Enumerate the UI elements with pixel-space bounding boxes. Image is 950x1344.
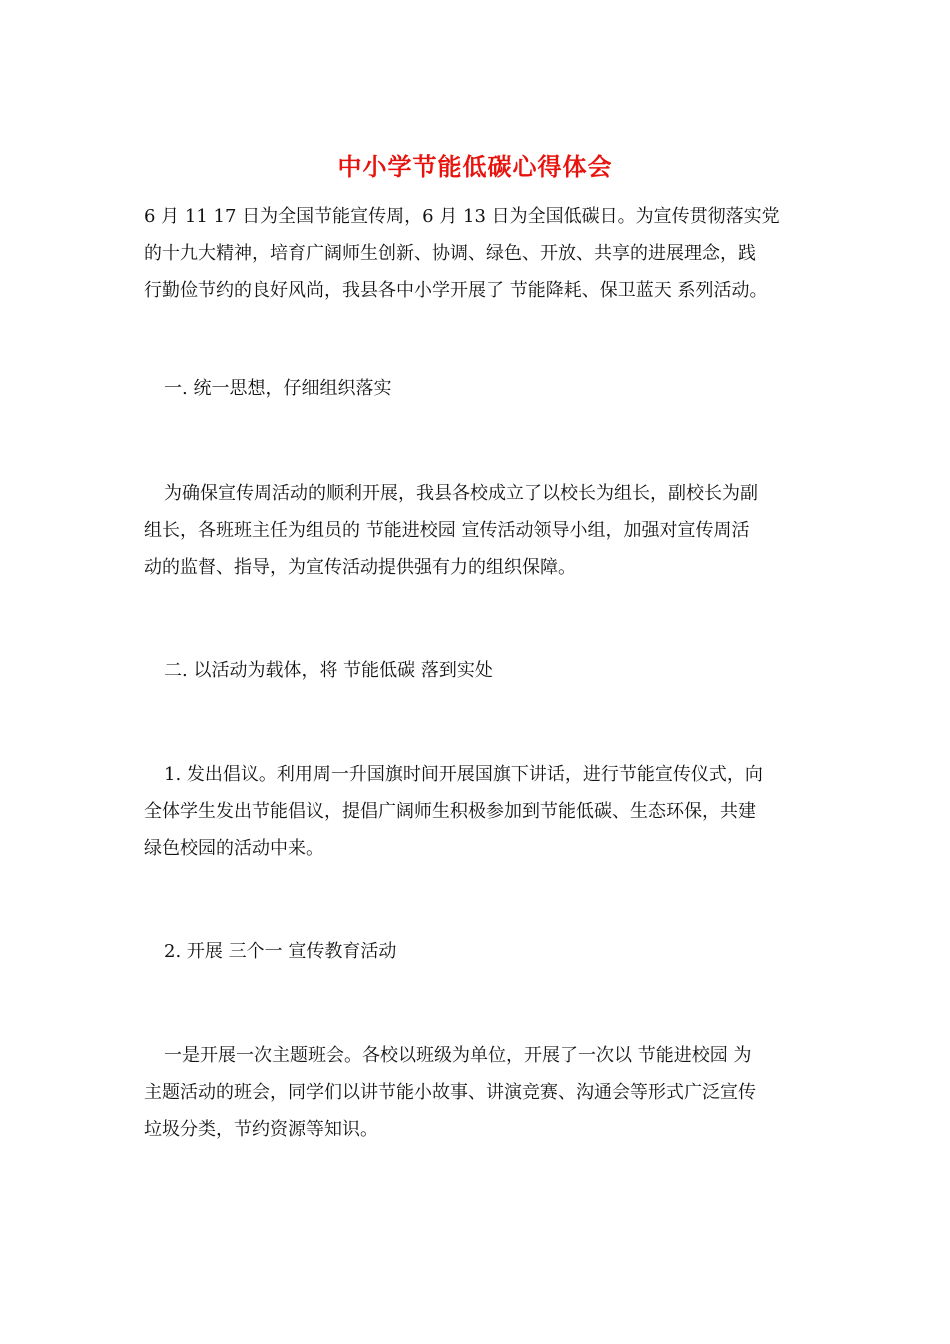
paragraph-line: 垃圾分类，节约资源等知识。 [144,1119,378,1140]
subsection-heading: 2. 开展 三个一 宣传教育活动 [164,941,397,962]
paragraph-line: 组长，各班班主任为组员的 节能进校园 宣传活动领导小组，加强对宣传周活 [144,520,750,541]
intro-paragraph [144,198,809,309]
item2-heading [144,933,809,970]
intro-line: 6 月 11 17 日为全国节能宣传周，6 月 13 日为全国低碳日。为宣传贯彻落实党 [144,206,780,227]
paragraph-line: 1. 发出倡议。利用周一升国旗时间开展国旗下讲话，进行节能宣传仪式，向 [164,764,763,785]
paragraph-line: 一是开展一次主题班会。各校以班级为单位，开展了一次以 节能进校园 为 [164,1045,752,1066]
section2-heading [144,652,809,689]
paragraph-line: 绿色校园的活动中来。 [144,838,324,859]
intro-line: 的十九大精神，培育广阔师生创新、协调、绿色、开放、共享的进展理念，践 [144,243,756,264]
paragraph-line: 动的监督、指导，为宣传活动提供强有力的组织保障。 [144,557,576,578]
section-heading: 二. 以活动为载体，将 节能低碳 落到实处 [164,660,493,681]
document-title: 中小学节能低碳心得体会 [337,152,613,181]
item2-sub-paragraph [144,1037,809,1148]
paragraph-line: 为确保宣传周活动的顺利开展，我县各校成立了以校长为组长，副校长为副 [164,483,758,504]
intro-line: 行勤俭节约的良好风尚，我县各中小学开展了 节能降耗、保卫蓝天 系列活动。 [144,280,768,301]
item1-paragraph [144,756,809,867]
section1-paragraph [144,475,809,586]
paragraph-line: 主题活动的班会，同学们以讲节能小故事、讲演竞赛、沟通会等形式广泛宣传 [144,1082,756,1103]
section-heading: 一. 统一思想，仔细组织落实 [164,378,392,399]
paragraph-line: 全体学生发出节能倡议，提倡广阔师生积极参加到节能低碳、生态环保，共建 [144,801,756,822]
section1-heading [144,370,809,407]
